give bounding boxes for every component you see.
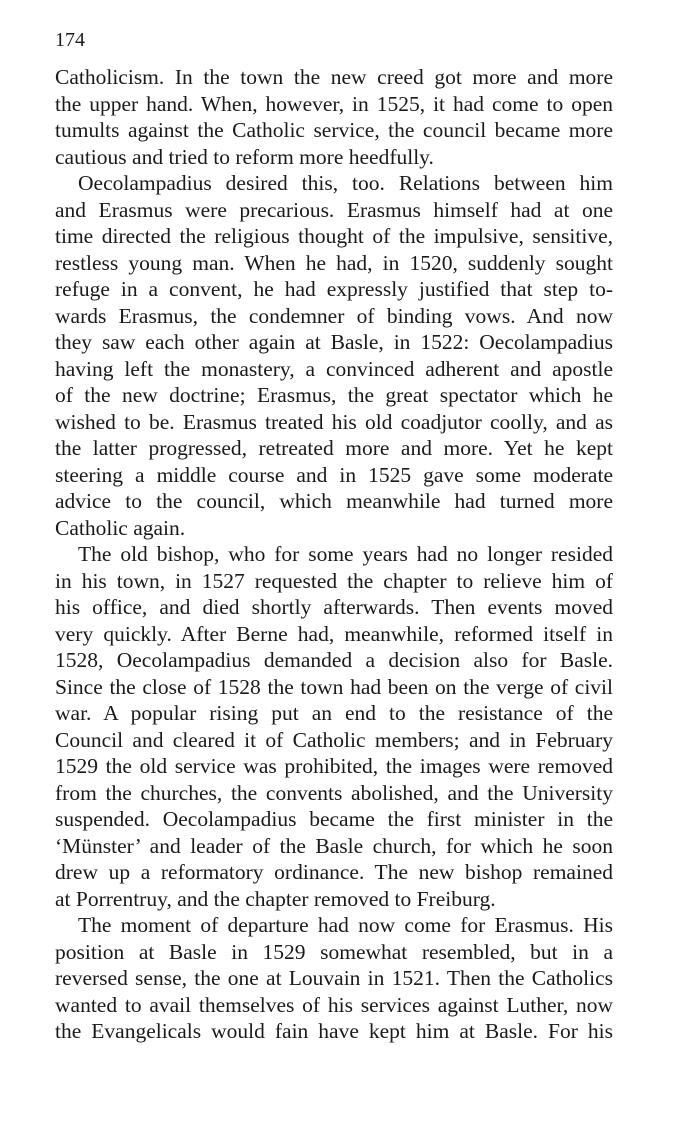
text-line: from the churches, the convents abolished, and the University [55,780,613,805]
text-line: ‘Münster’ and leader of the Basle church, for which he soon [55,833,613,858]
body-text [55,64,613,1045]
text-line: they saw each other again at Basle, in 1522: Oecolampadius [55,330,613,354]
text-line: in his town, in 1527 requested the chapter to relieve him of [55,568,613,593]
paragraph-1 [55,64,613,170]
text-line: his office, and died shortly afterwards. Then events moved [55,595,613,619]
text-line: refuge in a convent, he had expressly justified that step to- [55,277,613,301]
text-line: The moment of departure had now come for Erasmus. His [78,913,613,937]
text-line: advice to the council, which meanwhile had turned more [55,489,613,513]
text-line: time directed the religious thought of the impulsive, sensitive, [55,224,613,248]
text-line: 1529 the old service was prohibited, the images were removed [55,754,613,778]
text-line: Oecolampadius desired this, too. Relations between him [78,171,613,195]
paragraph-3 [55,541,613,912]
text-line: restless young man. When he had, in 1520, suddenly sought [55,250,613,275]
text-line: and Erasmus were precarious. Erasmus himself had at one [55,197,613,222]
text-line: suspended. Oecolampadius became the first minister in the [55,807,613,831]
text-line: 1528, Oecolampadius demanded a decision also for Basle. [55,648,613,672]
text-line: the Evangelicals would fain have kept him at Basle. For his [55,1019,613,1043]
page-number: 174 [55,29,85,51]
paragraph-4 [55,912,613,1045]
text-line: Catholic again. [55,515,186,540]
text-line: Since the close of 1528 the town had been on the verge of civil [55,674,613,699]
text-line: the upper hand. When, however, in 1525, it had come to open [55,91,613,116]
text-line: wanted to avail themselves of his services against Luther, now [55,992,613,1017]
text-line: wards Erasmus, the condemner of binding vows. And now [55,303,613,328]
text-line: wished to be. Erasmus treated his old coadjutor coolly, and as [55,409,613,434]
text-line: drew up a reformatory ordinance. The new bishop remained [55,860,613,884]
text-line: very quickly. After Berne had, meanwhile, reformed itself in [55,621,613,646]
paragraph-2 [55,170,613,541]
text-line: position at Basle in 1529 somewhat resembled, but in a [55,939,613,964]
text-line: tumults against the Catholic service, the council became more [55,118,613,142]
text-line: having left the monastery, a convinced adherent and apostle [55,356,613,381]
text-line: at Porrentruy, and the chapter removed to Freiburg. [55,886,496,911]
text-line: cautious and tried to reform more heedfully. [55,144,434,169]
text-line: The old bishop, who for some years had no longer resided [78,542,613,566]
text-line: the latter progressed, retreated more and more. Yet he kept [55,436,613,460]
text-line: reversed sense, the one at Louvain in 1521. Then the Catholics [55,966,613,990]
text-line: Catholicism. In the town the new creed got more and more [55,65,613,89]
text-line: war. A popular rising put an end to the resistance of the [55,701,613,725]
text-line: steering a middle course and in 1525 gave some moderate [55,462,613,487]
text-line: Council and cleared it of Catholic members; and in February [55,727,613,752]
text-line: of the new doctrine; Erasmus, the great spectator which he [55,383,613,407]
